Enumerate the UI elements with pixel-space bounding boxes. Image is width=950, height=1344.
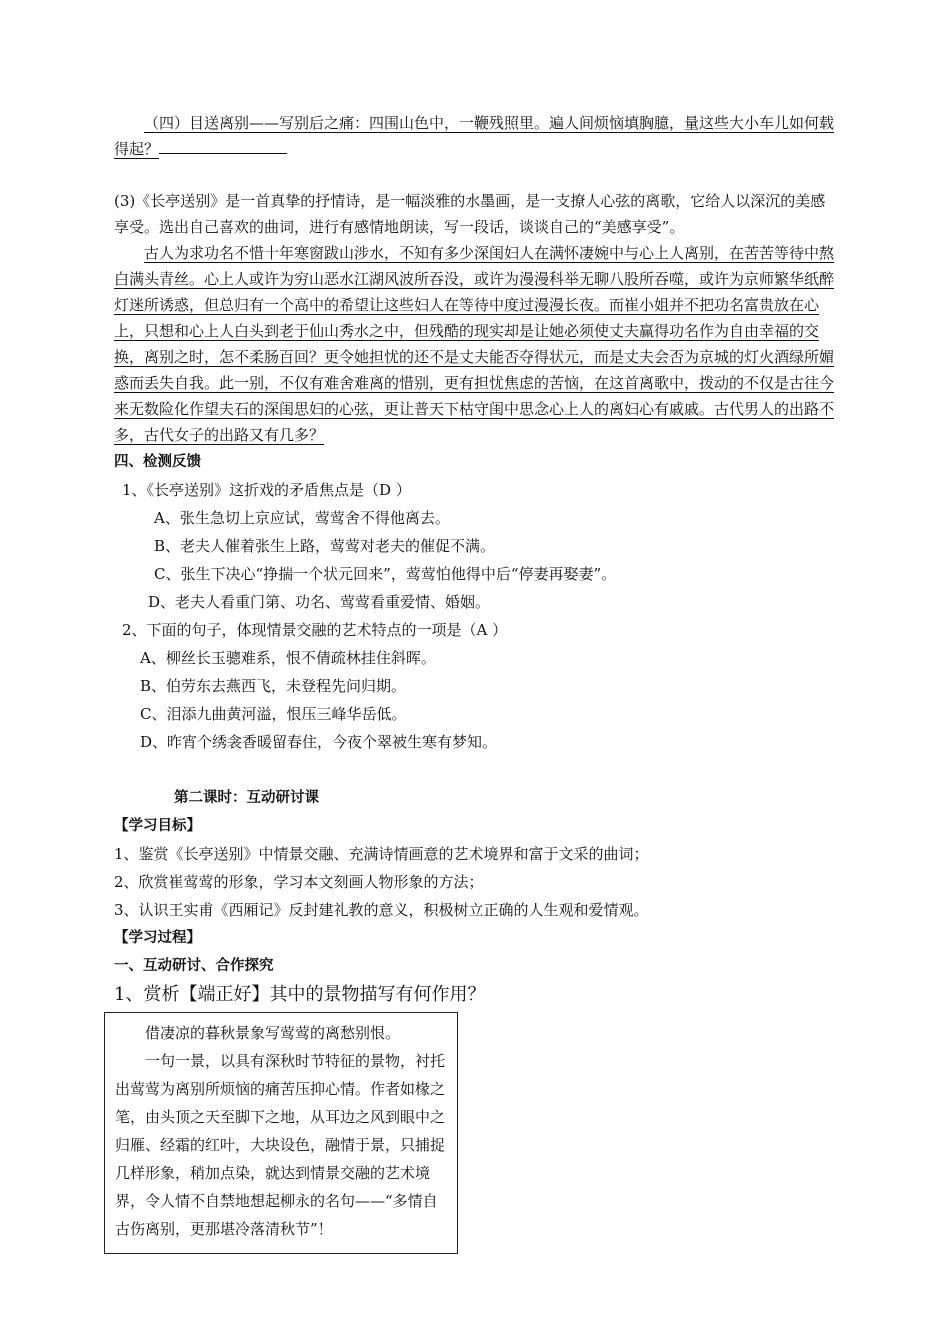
section-four-line: （四）目送离别——写别后之痛：四围山色中，一鞭残照里。遍人间烦恼填胸臆，量这些大小车儿如何载得起？: [114, 114, 835, 158]
answer-box-line-1: 借凄凉的暮秋景象写莺莺的离愁别恨。: [145, 1024, 401, 1042]
quiz-2-option-d: D、昨宵个绣衾香暖留春住，今夜个翠被生寒有梦知。: [140, 733, 498, 751]
quiz-2-option-c: C、泪添九曲黄河溢，恨压三峰华岳低。: [140, 705, 407, 723]
quiz-question-1: 1、《长亭送别》这折戏的矛盾焦点是（D ）: [122, 481, 411, 499]
quiz-1-option-a: A、张生急切上京应试，莺莺舍不得他离去。: [154, 509, 450, 527]
answer-box-line-2: 一句一景，以具有深秋时节特征的景物，衬托出莺莺为离别所烦恼的痛苦压抑心情。作者如椽之笔，由头顶之天至脚下之地，从耳边之风到眼中之归雁、经霜的红叶，大块设色，融情于景，只捕捉几样形象，稍加点染，就达到情景交融的艺术境界，令人情不自禁地想起柳永的名句——“多情自古伤离别，更那堪冷落清秋节”！: [115, 1052, 446, 1238]
quiz-1-option-c: C、张生下决心“挣揣一个状元回来”，莺莺怕他得中后“停妻再娶妻”。: [154, 565, 617, 583]
interact-heading: 一、互动研讨、合作探究: [114, 958, 274, 974]
goal-item-2: 2、欣赏崔莺莺的形象，学习本文刻画人物形象的方法；: [114, 873, 484, 891]
document-page: [114, 110, 840, 1254]
section-four-text: [114, 110, 840, 162]
appreciation-question: 1、赏析【端正好】其中的景物描写有何作用？: [114, 984, 486, 1005]
answer-blank: [159, 139, 287, 154]
quiz-question-2: 2、下面的句子，体现情景交融的艺术特点的一项是（A ）: [122, 621, 508, 639]
goals-heading: 【学习目标】: [114, 818, 201, 834]
quiz-1-option-d: D、老夫人看重门第、功名、莺莺看重爱情、婚姻。: [148, 593, 491, 611]
quiz-2-option-b: B、伯劳东去燕西飞，未登程先问归期。: [140, 677, 407, 695]
question-3-answer: 古人为求功名不惜十年寒窗跋山涉水，不知有多少深闺妇人在满怀凄婉中与心上人离别，在苦苦等待中熬白满头青丝。心上人或许为穷山恶水江湖风波所吞没，或许为漫漫科举无聊八股所吞噬，或许为京师繁华纸醉灯迷所诱惑，但总归有一个高中的希望让这些妇人在等待中度过漫漫长夜。而崔小姐并不把功名富贵放在心上，只想和心上人白头到老于仙山秀水之中，但残酷的现实却是让她必须使丈夫赢得功名作为自由幸福的交换，离别之时，怎不柔肠百回？更令她担忧的还不是丈夫能否夺得状元，而是丈夫会否为京城的灯火酒绿所媚惑而丢失自我。此一别，不仅有难舍难离的惜别，更有担忧焦虑的苦恼，在这首离歌中，拨动的不仅是古往今来无数险化作望夫石的深闺思妇的心弦，更让普天下枯守闺中思念心上人的离妇心有戚戚。古代男人的出路不多，古代女子的出路又有几多？: [114, 244, 835, 444]
goal-item-3: 3、认识王实甫《西厢记》反封建礼教的意义，积极树立正确的人生观和爱情观。: [114, 901, 649, 919]
quiz-1-option-b: B、老夫人催着张生上路，莺莺对老夫的催促不满。: [154, 537, 496, 555]
answer-box: [104, 1012, 458, 1254]
question-3-prompt: (3)《长亭送别》是一首真挚的抒情诗，是一幅淡雅的水墨画，是一支撩人心弦的离歌，它给人以深沉的美感享受。选出自己喜欢的曲词，进行有感情地朗读，写一段话，谈谈自己的“美感享受”。: [114, 192, 826, 236]
lesson-2-title: 第二课时：互动研讨课: [174, 790, 319, 806]
process-heading: 【学习过程】: [114, 930, 201, 946]
goal-item-1: 1、鉴赏《长亭送别》中情景交融、充满诗情画意的艺术境界和富于文采的曲词；: [114, 845, 649, 863]
feedback-heading: 四、检测反馈: [114, 454, 201, 470]
quiz-2-option-a: A、柳丝长玉骢难系，恨不倩疏林挂住斜晖。: [140, 649, 436, 667]
